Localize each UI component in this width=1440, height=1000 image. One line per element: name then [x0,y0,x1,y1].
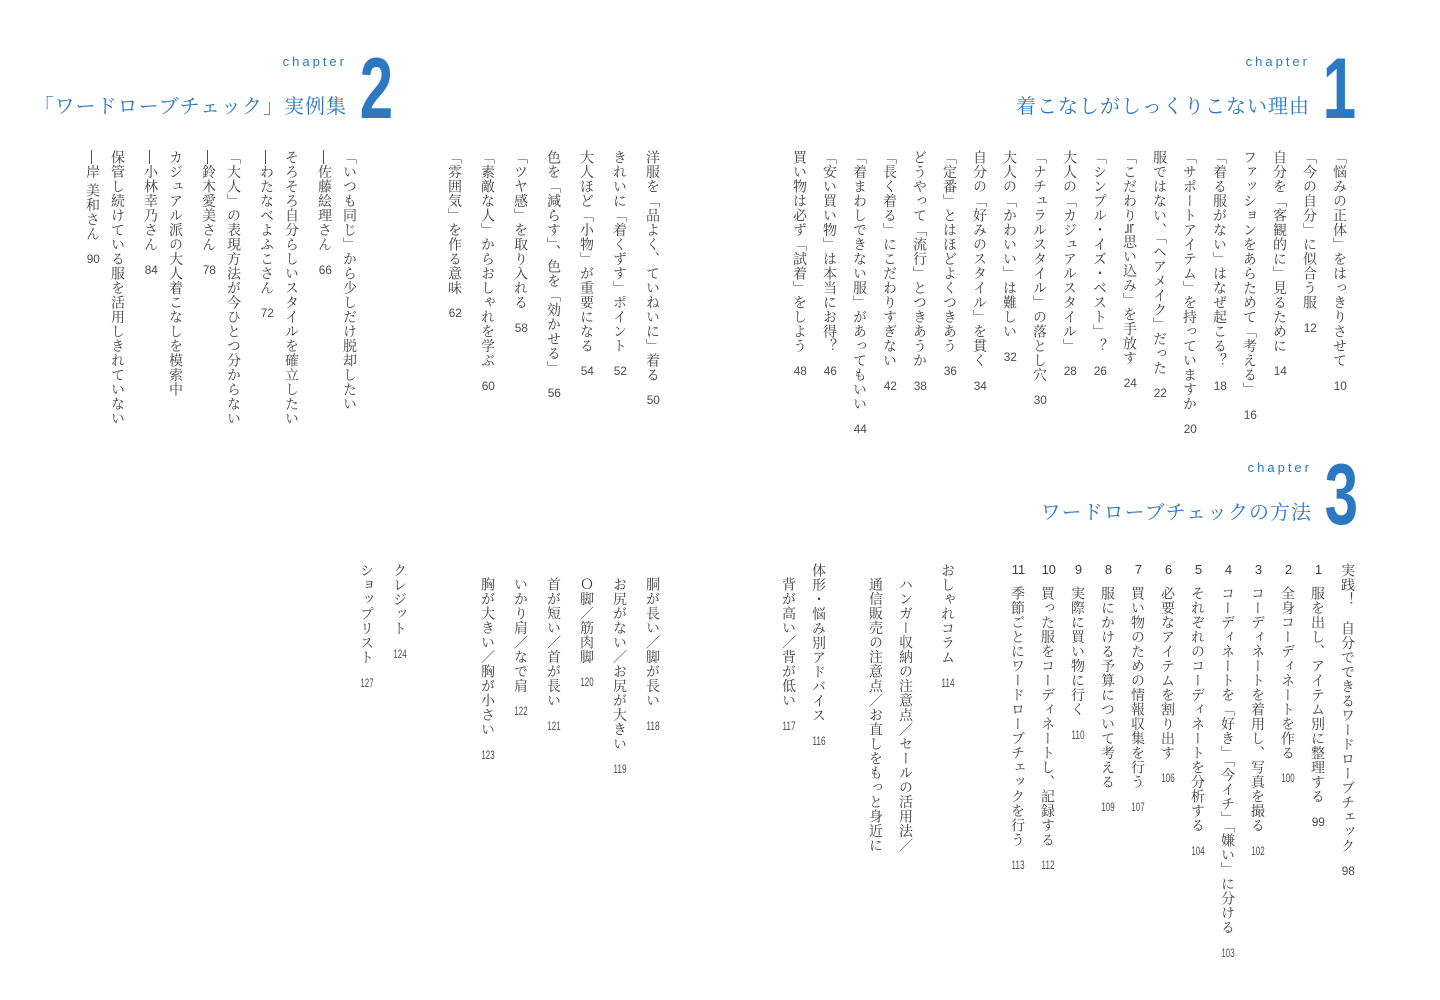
toc-entry-person [318,150,332,426]
chapter-2-header [33,41,397,137]
chapter-3-title: ワードローブチェックの方法 [1040,502,1312,524]
toc-entry [913,150,927,435]
toc-entry [853,150,867,435]
toc-page-number: 44 [853,423,867,435]
toc-entry-text: 服を出し、アイテム別に整理する [1310,586,1326,804]
toc-entry-text: お尻がない／お尻が大きい [612,577,628,751]
toc-page-number: 54 [580,365,594,377]
toc-entry-text: 買い物は必ず「試着」をしよう [792,150,808,353]
toc-entry-text: 「ツヤ感」を取り入れる [513,150,529,310]
step-number: 11 [1011,563,1026,576]
step-number: 1 [1314,563,1323,576]
toc-page-number: 116 [812,734,826,747]
toc-entry-text: コーディネートを着用し、写真を撮る [1250,586,1266,833]
toc-entry-person [86,150,100,426]
chapter-1-number: 1 [1322,41,1357,137]
section-title [941,563,955,853]
toc-page-number: 18 [1213,379,1227,392]
toc-page-number: 104 [1191,844,1205,857]
toc-entry-text: 大人ほど「小物」が重要になる [579,150,595,353]
toc-subentry [646,563,660,775]
toc-page-number: 110 [1071,728,1085,741]
toc-entry [1221,563,1235,959]
toc-entry [227,150,241,426]
toc-entry-text: 自分を「客観的に」見るために [1272,150,1288,353]
toc-entry-text: 胴が長い／脚が長い [645,577,661,708]
toc-entry-text: 「素敵な人」からおしゃれを学ぶ [480,150,496,368]
toc-entry [1153,150,1167,435]
toc-page-number: 127 [360,676,374,689]
toc-page-number: 32 [1003,350,1017,363]
person-name: ―小林幸乃さん [143,150,159,252]
toc-page-number: 56 [547,387,561,399]
toc-entry-text: 首が短い／首が長い [546,577,562,708]
toc-page-number: 52 [613,365,627,377]
toc-entry-text: 実践！ 自分でできるワードローブチェック [1340,563,1356,853]
toc-entry [514,150,528,406]
toc-page-number: 26 [1093,365,1107,377]
toc-entry [481,150,495,406]
toc-page-number: 112 [1041,859,1055,871]
toc-page-number: 66 [318,263,332,276]
toc-page-number: 114 [941,676,955,689]
toc-entry-text: 「着まわしできない服」があってもいい [852,150,868,411]
toc-entry [1333,150,1347,435]
toc-entry [1281,563,1295,959]
person-name: ―わたなべよふこさん [259,150,275,295]
toc-entry [393,563,407,775]
toc-entry [111,150,125,426]
toc-entry-text: 通信販売の注意点／お直しをもっと身近に [868,577,884,853]
toc-entry-text: 保管し続けている服を活用しきれていない [110,150,126,426]
toc-page-number: 98 [1341,865,1355,877]
toc-subentry [782,563,796,853]
toc-page-number: 103 [1221,946,1235,959]
toc-page-number: 16 [1243,408,1257,421]
toc-entry-text: 服ではない、「ヘアメイク」だった [1152,150,1168,375]
toc-entry [448,150,462,406]
toc-entry-text: 「大人」の表現方法が今ひとつ分からない [226,150,242,426]
toc-entry-text: 「雰囲気」を作る意味 [447,150,463,295]
step-number: 7 [1134,563,1143,576]
toc-entry-text: 「安い買い物」は本当にお得？ [822,150,838,353]
step-number: 8 [1104,563,1113,576]
toc-subentry [481,563,495,775]
toc-page-number: 10 [1333,379,1347,392]
toc-page-number: 123 [481,748,495,761]
toc-entry-text: 買った服をコーディネートし、記録する [1040,586,1056,847]
toc-entry [1033,150,1047,435]
toc-entry [1101,563,1115,959]
toc-entry-text: 「悩みの正体」をはっきりさせて [1332,150,1348,368]
toc-entry-person [144,150,158,426]
chapter-1-entries [777,150,1347,435]
toc-entry-person [260,150,274,426]
toc-page-number: 62 [448,307,462,319]
toc-page-number: 42 [883,379,897,392]
toc-entry-person [202,150,216,426]
toc-subentry [899,563,913,853]
toc-page-number: 124 [393,647,407,660]
toc-page-number: 119 [613,763,627,775]
section-title [812,563,826,853]
toc-entry [547,150,561,406]
toc-page-number: 100 [1281,772,1295,784]
toc-entry-text: コーディネートを「好き」「今イチ」「嫌い」に分ける [1220,586,1236,935]
toc-entry-text: きれいに「着くずす」ポイント [612,150,628,353]
toc-entry [1063,150,1077,435]
toc-entry-text: 季節ごとにワードローブチェックを行う [1010,586,1026,847]
chapter-2-entries [67,150,357,426]
toc-page-number: 36 [943,365,957,377]
toc-entry [1213,150,1227,435]
toc-entry-text: 「シンプル・イズ・ベスト」？ [1092,150,1108,353]
chapter-3-number: 3 [1324,447,1359,543]
toc-entry [1071,563,1085,959]
toc-entry [1243,150,1257,435]
toc-entry [883,150,897,435]
toc-page-number: 102 [1251,844,1265,857]
toc-entry-text: ショップリスト [359,563,375,665]
toc-page-number: 72 [260,307,274,319]
toc-entry-text: カジュアル派の大人着こなしを模索中 [168,150,184,397]
toc-entry [1003,150,1017,435]
toc-page-number: 90 [86,253,100,266]
toc-page-number: 48 [793,365,807,377]
toc-entry [1041,563,1055,959]
toc-entry [1093,150,1107,435]
toc-page-number: 113 [1011,859,1025,871]
toc-page-number: 58 [514,321,528,334]
toc-entry-text: 全身コーディネートを作る [1280,586,1296,760]
chapter-1-entries-continued [429,150,660,406]
toc-entry [285,150,299,426]
toc-page-number: 50 [646,394,660,406]
person-name: ―佐藤絵理さん [317,150,333,252]
chapter-label: chapter [1247,460,1312,475]
step-number: 5 [1194,563,1203,576]
toc-entry-text: Ｏ脚／筋肉脚 [579,577,595,664]
toc-entry [1311,563,1325,959]
toc-entry-text: 大人の「かわいい」は難しい [1002,150,1018,339]
column-advice-section [766,563,955,853]
chapter-label: chapter [282,54,347,69]
toc-entry-text: 胸が大きい／胸が小さい [480,577,496,737]
toc-entry-text: 「サポートアイテム」を持っていますか [1182,150,1198,411]
person-name: ―岸 美和さん [85,150,101,242]
toc-page-number: 22 [1153,387,1167,399]
toc-page-number: 30 [1033,394,1047,406]
toc-page-number: 121 [547,719,561,732]
toc-entry-text: クレジット [392,563,408,636]
toc-entry-text: 「今の自分」に似合う服 [1302,150,1318,310]
chapter-3-header [1040,447,1362,543]
toc-entry [646,150,660,406]
toc-subentry [580,563,594,775]
step-number: 10 [1041,563,1056,576]
toc-entry-text: いかり肩／なで肩 [513,577,529,693]
toc-page-number: 107 [1131,801,1145,813]
toc-entry-text: 「こだわり≒思い込み」を手放す [1122,150,1138,366]
toc-page-number: 38 [913,379,927,392]
toc-entry-text: どうやって「流行」とつきあうか [912,150,928,368]
toc-subentry [514,563,528,775]
step-number: 2 [1284,563,1293,576]
toc-entry-text: 「定番」とはほどよくつきあう [942,150,958,353]
step-number: 4 [1224,563,1233,576]
toc-page-number: 24 [1123,377,1137,390]
chapter-label: chapter [1245,54,1310,69]
toc-entry [1161,563,1175,959]
advice-items-backmatter [341,563,660,775]
toc-entry [613,150,627,406]
toc-page-number: 120 [580,676,594,688]
toc-entry-text: 「いつも同じ」から少しだけ脱却したい [342,150,358,411]
toc-entry [1341,563,1355,959]
toc-entry [823,150,837,435]
toc-entry-text: 自分の「好みのスタイル」を貫く [972,150,988,368]
toc-entry [169,150,183,426]
toc-page-number: 84 [144,263,158,276]
toc-page-number: 20 [1183,423,1197,435]
toc-entry [1123,150,1137,435]
toc-subentry [869,563,883,853]
chapter-1-title: 着こなしがしっくりこない理由 [1016,96,1310,118]
toc-page-number: 28 [1063,365,1077,377]
toc-entry [1303,150,1317,435]
chapter-3-entries [995,563,1355,959]
step-number: 6 [1164,563,1173,576]
toc-page-number: 106 [1161,772,1175,784]
step-number: 9 [1074,563,1083,576]
chapter-2-number: 2 [359,41,394,137]
toc-entry-text: そろそろ自分らしいスタイルを確立したい [284,150,300,426]
toc-entry-text: 背が高い／背が低い [781,577,797,708]
toc-page-number: 78 [202,263,216,276]
toc-entry [1183,150,1197,435]
toc-entry-text: 体形・悩み別アドバイス [811,563,827,723]
toc-entry [1131,563,1145,959]
toc-entry [1191,563,1205,959]
toc-entry [1011,563,1025,959]
toc-entry-text: 「ナチュラルスタイル」の落とし穴 [1032,150,1048,382]
toc-page-number: 46 [823,365,837,377]
toc-page-number: 34 [973,379,987,392]
toc-subentry [547,563,561,775]
toc-entry-text: それぞれのコーディネートを分析する [1190,586,1206,833]
toc-page-number: 60 [481,379,495,392]
toc-entry-text: 洋服を「品よく、ていねいに」着る [645,150,661,382]
toc-entry-text: 「長く着る」にこだわりすぎない [882,150,898,368]
toc-entry-text: 大人の「カジュアルスタイル」 [1062,150,1078,353]
toc-page-number: 118 [646,719,660,732]
toc-page-number: 12 [1303,321,1317,334]
toc-entry-text: おしゃれコラム [940,563,956,665]
toc-subentry [613,563,627,775]
toc-entry [1251,563,1265,959]
toc-entry-text: 服にかける予算について考える [1100,586,1116,789]
toc-entry [360,563,374,775]
toc-entry [973,150,987,435]
toc-entry-text: 「着る服がない」はなぜ起こる？ [1212,150,1228,368]
toc-page-number: 99 [1311,815,1325,828]
toc-entry [793,150,807,435]
toc-entry-text: 色を「減らす」、色を「効かせる」 [546,150,562,375]
toc-entry-text: 買い物のための情報収集を行う [1130,586,1146,789]
toc-entry [1273,150,1287,435]
toc-entry-text: 実際に買い物に行く [1070,586,1086,717]
toc-page-number: 109 [1101,801,1115,813]
toc-entry-text: ファッションをあらためて「考える」 [1242,150,1258,397]
toc-page-number: 122 [514,705,528,717]
toc-entry-text: 必要なアイテムを割り出す [1160,586,1176,760]
toc-entry [343,150,357,426]
chapter-2-title: 「ワードローブチェック」実例集 [33,96,347,118]
chapter-1-header [1016,41,1360,137]
toc-entry [580,150,594,406]
toc-entry-text: ハンガー収納の注意点／セールの活用法／ [898,577,914,853]
toc-page-number: 14 [1273,365,1287,377]
step-number: 3 [1254,563,1263,576]
person-name: ―鈴木愛美さん [201,150,217,252]
toc-page-number: 117 [782,719,796,732]
toc-entry [943,150,957,435]
